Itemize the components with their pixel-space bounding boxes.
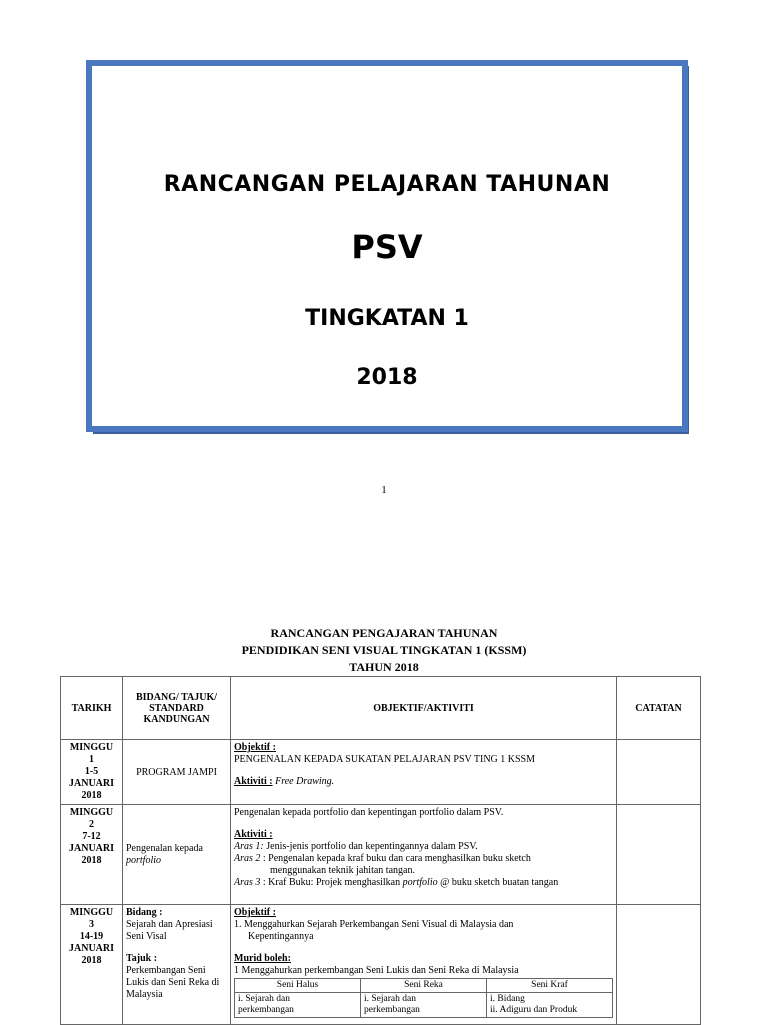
header-bidang: BIDANG/ TAJUK/ STANDARD KANDUNGAN bbox=[123, 677, 231, 740]
murid-boleh-label: Murid boleh: bbox=[234, 953, 291, 964]
objektif-item: 1. Menggahurkan Sejarah Perkembangan Seni Visual di Malaysia dan bbox=[234, 919, 514, 930]
subtable-header-seni-reka: Seni Reka bbox=[361, 979, 487, 993]
table-row bbox=[61, 905, 701, 1025]
intro-text: Pengenalan kepada portfolio dan kepentingan portfolio dalam PSV. bbox=[234, 807, 504, 818]
subtable-row bbox=[235, 993, 613, 1018]
week-year: 2018 bbox=[81, 855, 102, 866]
cover-level: TINGKATAN 1 bbox=[305, 306, 469, 331]
cover-subject: PSV bbox=[351, 228, 423, 266]
page-number: 1 bbox=[381, 484, 387, 496]
heading-line-3: TAHUN 2018 bbox=[349, 660, 419, 674]
aktiviti-text: Free Drawing. bbox=[275, 776, 335, 787]
week-year: 2018 bbox=[81, 955, 102, 966]
subtable-cell-line: ii. Adiguru dan Produk bbox=[490, 1005, 578, 1015]
bidang-text: Sejarah dan Apresiasi Seni Visal bbox=[126, 919, 213, 942]
cover-year: 2018 bbox=[356, 365, 418, 390]
tajuk-label: Tajuk : bbox=[126, 953, 158, 964]
subtable-cell-line: perkembangan bbox=[364, 1005, 420, 1015]
week-number: 3 bbox=[89, 919, 94, 930]
week-days: 14-19 bbox=[79, 931, 104, 942]
aras-3-italic: portfolio bbox=[402, 877, 438, 888]
subtable-header-seni-kraf: Seni Kraf bbox=[487, 979, 613, 993]
week-label: MINGGU bbox=[69, 907, 114, 918]
week-days: 7-12 bbox=[82, 831, 101, 842]
header-objektif: OBJEKTIF/AKTIVITI bbox=[231, 677, 617, 740]
objektif-cell bbox=[231, 905, 617, 1025]
header-tarikh: TARIKH bbox=[61, 677, 123, 740]
heading-line-1: RANCANGAN PENGAJARAN TAHUNAN bbox=[270, 626, 498, 640]
bidang-cell bbox=[123, 740, 231, 805]
week-cell bbox=[61, 805, 123, 905]
aras-3-text: : Kraf Buku: Projek menghasilkan bbox=[260, 877, 403, 888]
week-month: JANUARI bbox=[69, 843, 114, 854]
objektif-label: Objektif : bbox=[234, 742, 276, 753]
table-row bbox=[61, 740, 701, 805]
catatan-cell bbox=[617, 740, 701, 805]
catatan-cell bbox=[617, 805, 701, 905]
objektif-text: PENGENALAN KEPADA SUKATAN PELAJARAN PSV TING 1 KSSM bbox=[234, 754, 536, 765]
week-cell bbox=[61, 740, 123, 805]
objektif-cell bbox=[231, 740, 617, 805]
week-days: 1-5 bbox=[84, 766, 99, 777]
bidang-text: PROGRAM JAMPI bbox=[136, 766, 217, 778]
subtable-cell bbox=[361, 993, 487, 1018]
objektif-label: Objektif : bbox=[234, 907, 276, 918]
subtable-cell bbox=[487, 993, 613, 1018]
aras-1-text: Jenis-jenis portfolio dan kepentingannya dalam PSV. bbox=[263, 841, 478, 852]
subtable-header-seni-halus: Seni Halus bbox=[235, 979, 361, 993]
aras-3-label: Aras 3 bbox=[234, 877, 261, 888]
heading-line-2: PENDIDIKAN SENI VISUAL TINGKATAN 1 (KSSM) bbox=[241, 643, 527, 657]
murid-boleh-item: 1 Menggahurkan perkembangan Seni Lukis dan Seni Reka di Malaysia bbox=[234, 965, 519, 976]
bidang-text-italic: portfolio bbox=[126, 854, 162, 866]
aras-1-label: Aras 1: bbox=[234, 841, 264, 852]
week-cell bbox=[61, 905, 123, 1025]
week-number: 2 bbox=[89, 819, 94, 830]
subtable-cell-line: i. Bidang bbox=[490, 994, 525, 1004]
week-month: JANUARI bbox=[69, 943, 114, 954]
subtable-cell bbox=[235, 993, 361, 1018]
week-number: 1 bbox=[89, 754, 94, 765]
week-year: 2018 bbox=[81, 790, 102, 801]
aras-3-text-end: @ buku sketch buatan tangan bbox=[437, 877, 559, 888]
document-heading bbox=[0, 625, 768, 676]
header-catatan: CATATAN bbox=[617, 677, 701, 740]
objektif-item-continued: Kepentingannya bbox=[248, 931, 314, 942]
week-month: JANUARI bbox=[69, 778, 114, 789]
cover-title: RANCANGAN PELAJARAN TAHUNAN bbox=[163, 172, 611, 197]
bidang-cell bbox=[123, 905, 231, 1025]
objektif-cell bbox=[231, 805, 617, 905]
aktiviti-label: Aktiviti : bbox=[234, 829, 273, 840]
week-label: MINGGU bbox=[69, 742, 114, 753]
tajuk-text: Perkembangan Seni Lukis dan Seni Reka di Malaysia bbox=[126, 965, 220, 1000]
aras-2-text: : Pengenalan kepada kraf buku dan cara menghasilkan buku sketch bbox=[260, 853, 531, 864]
yearly-plan-table bbox=[60, 676, 701, 1025]
table-header-row bbox=[61, 677, 701, 740]
seni-subtable bbox=[234, 978, 613, 1018]
bidang-label: Bidang : bbox=[126, 907, 163, 918]
week-label: MINGGU bbox=[69, 807, 114, 818]
aktiviti-label: Aktiviti : bbox=[234, 776, 273, 787]
aras-2-label: Aras 2 bbox=[234, 853, 261, 864]
cover-box bbox=[86, 60, 688, 432]
subtable-cell-line: perkembangan bbox=[238, 1005, 294, 1015]
bidang-text: Pengenalan kepada bbox=[126, 842, 203, 854]
table-row bbox=[61, 805, 701, 905]
aras-2-continued: menggunakan teknik jahitan tangan. bbox=[270, 865, 415, 876]
subtable-cell-line: i. Sejarah dan bbox=[238, 994, 290, 1004]
subtable-cell-line: i. Sejarah dan bbox=[364, 994, 416, 1004]
catatan-cell bbox=[617, 905, 701, 1025]
subtable-header-row bbox=[235, 979, 613, 993]
bidang-cell bbox=[123, 805, 231, 905]
